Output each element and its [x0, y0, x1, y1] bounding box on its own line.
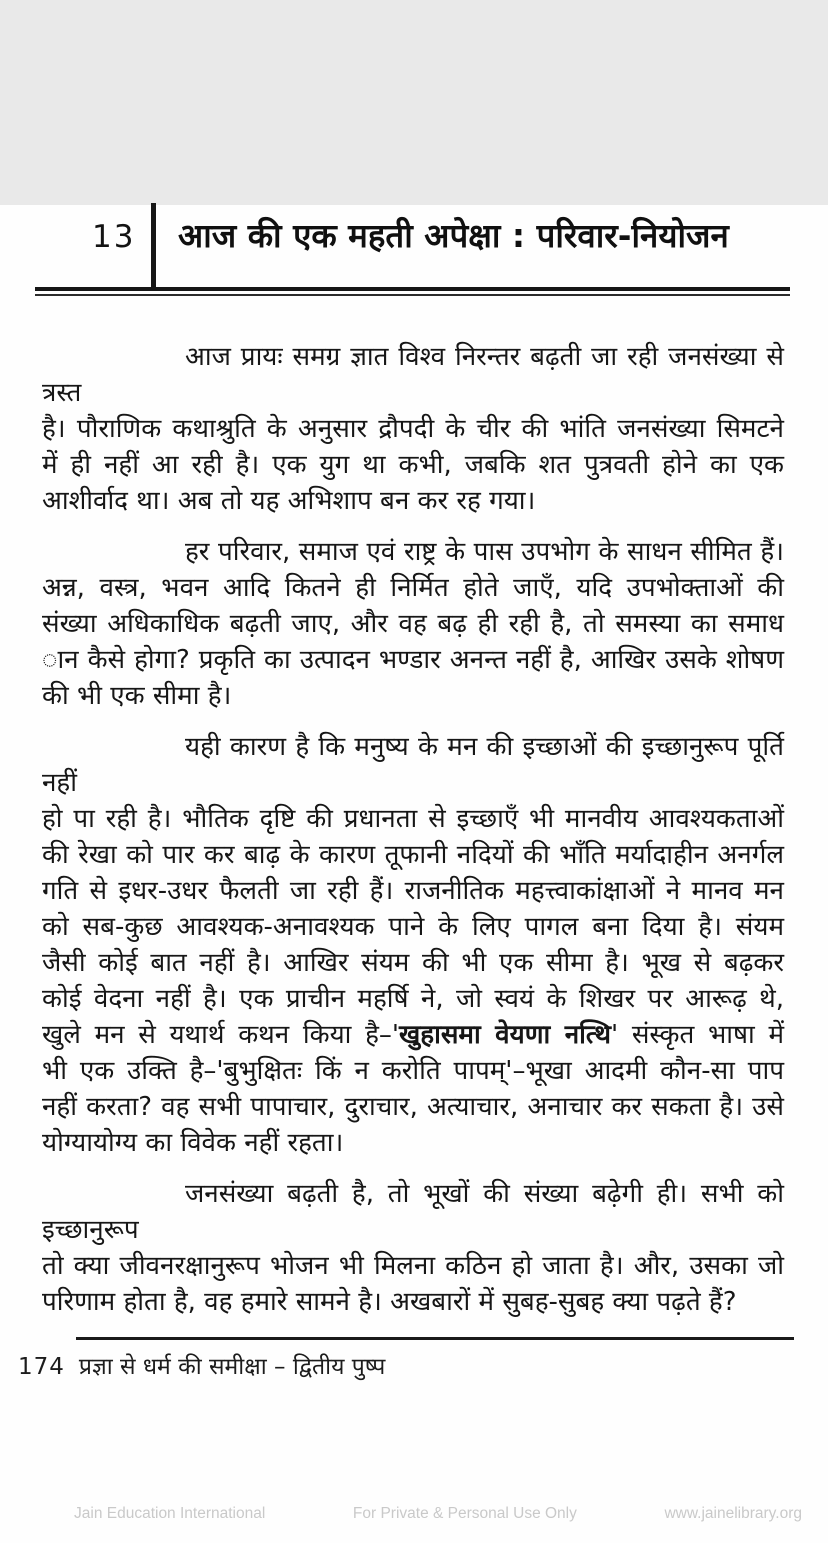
scan-credits	[0, 1505, 828, 1523]
footer-rule	[76, 1337, 794, 1340]
credit-right: www.jainelibrary.org	[664, 1505, 802, 1522]
text-line: हर परिवार, समाज एवं राष्ट्र के पास उपभोग के साधन सीमित हैं।	[185, 537, 784, 567]
text-line: की रेखा को पार कर बाढ़ के कारण तूफानी नदियों की भाँति मर्यादाहीन अनर्गल	[42, 840, 784, 870]
prakrit-quote: खुहासमा वेयणा नत्थि	[399, 1020, 612, 1050]
text-line: कोई वेदना नहीं है। एक प्राचीन महर्षि ने, जो स्वयं के शिखर पर आरूढ़ थे,	[42, 984, 784, 1014]
text-line: की भी एक सीमा है।	[42, 681, 232, 711]
page-number: 174	[18, 1354, 65, 1380]
text-line: हो पा रही है। भौतिक दृष्टि की प्रधानता से इच्छाएँ भी मानवीय आवश्यकताओं	[42, 804, 784, 834]
chapter-title: आज की एक महती अपेक्षा : परिवार-नियोजन	[178, 216, 729, 255]
book-footer	[18, 1349, 828, 1381]
paragraph	[42, 534, 784, 714]
text-line: गति से इधर-उधर फैलती जा रही हैं। राजनीतिक महत्त्वाकांक्षाओं ने मानव मन	[42, 876, 784, 906]
chapter-header	[0, 205, 828, 279]
text-line: यही कारण है कि मनुष्य के मन की इच्छाओं की इच्छानुरूप पूर्ति नहीं	[42, 732, 784, 798]
text-line-with-quote	[42, 1017, 784, 1053]
text-line: में ही नहीं आ रही है। एक युग था कभी, जबकि शत पुत्रवती होने का एक	[42, 450, 784, 480]
text-line: जैसी कोई बात नहीं है। आखिर संयम की भी एक सीमा है। भूख से बढ़कर	[42, 948, 784, 978]
text-line: योग्यायोग्य का विवेक नहीं रहता।	[42, 1128, 344, 1158]
title-divider-bar	[151, 203, 156, 289]
paragraph	[42, 1176, 784, 1320]
page-body	[42, 339, 784, 1320]
book-page	[0, 205, 828, 1543]
text-line: अन्न, वस्त्र, भवन आदि कितने ही निर्मित होते जाएँ, यदि उपभोक्ताओं की	[42, 573, 784, 603]
credit-center: For Private & Personal Use Only	[352, 1505, 577, 1522]
text-line: ान कैसे होगा? प्रकृति का उत्पादन भण्डार अनन्त नहीं है, आखिर उसके शोषण	[42, 645, 784, 675]
book-title: प्रज्ञा से धर्म की समीक्षा – द्वितीय पुष्प	[78, 1354, 386, 1380]
text-line: संख्या अधिकाधिक बढ़ती जाए, और वह बढ़ ही रही है, तो समस्या का समाध	[42, 609, 784, 639]
text-line: परिणाम होता है, वह हमारे सामने है। अखबारों में सुबह-सुबह क्या पढ़ते हैं?	[42, 1287, 737, 1317]
text-line: नहीं करता? वह सभी पापाचार, दुराचार, अत्याचार, अनाचार कर सकता है। उसे	[42, 1092, 784, 1122]
paragraph	[42, 339, 784, 519]
text-line: जनसंख्या बढ़ती है, तो भूखों की संख्या बढ़ेगी ही। सभी को इच्छानुरूप	[42, 1179, 784, 1245]
text-line: है। पौराणिक कथाश्रुति के अनुसार द्रौपदी के चीर की भांति जनसंख्या सिमटने	[42, 414, 784, 444]
title-double-rule	[35, 287, 790, 296]
text-line: को सब-कुछ आवश्यक-अनावश्यक पाने के लिए पागल बना दिया है। संयम	[42, 912, 784, 942]
text-line: आज प्रायः समग्र ज्ञात विश्व निरन्तर बढ़ती जा रही जनसंख्या से त्रस्त	[42, 342, 784, 408]
paragraph	[42, 729, 784, 1161]
text-line: तो क्या जीवनरक्षानुरूप भोजन भी मिलना कठिन हो जाता है। और, उसका जो	[42, 1251, 784, 1281]
chapter-number: 13	[92, 219, 136, 255]
quote-suffix: ' संस्कृत भाषा में	[611, 1020, 785, 1050]
text-line: भी एक उक्ति है–'बुभुक्षितः किं न करोति पापम्'–भूखा आदमी कौन-सा पाप	[42, 1056, 784, 1086]
quote-prefix: खुले मन से यथार्थ कथन किया है–'	[42, 1020, 400, 1050]
credit-left: Jain Education International	[74, 1505, 266, 1522]
text-line: आशीर्वाद था। अब तो यह अभिशाप बन कर रह गया।	[42, 486, 536, 516]
